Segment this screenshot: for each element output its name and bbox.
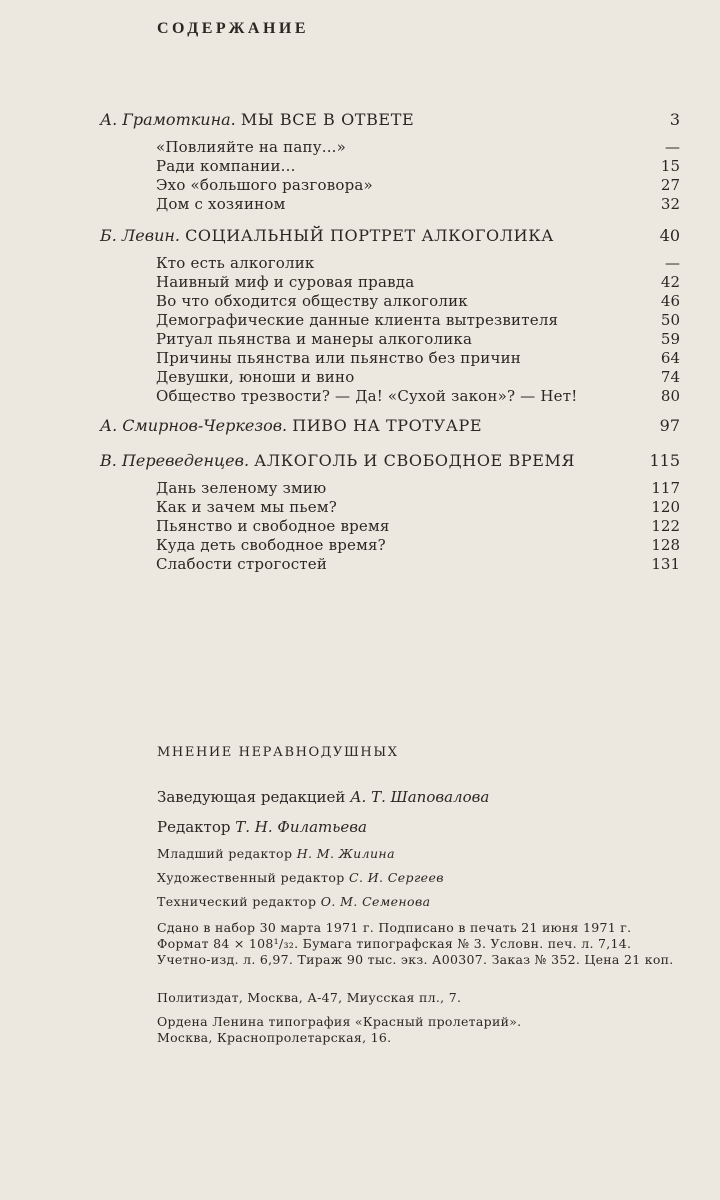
toc-page-number: 120 [651,498,680,516]
toc-heading: ПИВО НА ТРОТУАРЕ [292,416,483,435]
toc-item-title: Общество трезвости? — Да! «Сухой закон»? — Нет! [156,387,578,405]
toc-page-number: — [665,138,680,156]
toc-heading: СОЦИАЛЬНЫЙ ПОРТРЕТ АЛКОГОЛИКА [185,226,554,245]
credit-role: Технический редактор [157,894,317,909]
toc-heading: МЫ ВСЕ В ОТВЕТЕ [240,110,415,129]
toc-page-number: 59 [660,330,680,348]
credit-role: Художественный редактор [157,870,345,885]
toc-page-number: 15 [660,157,680,175]
toc-section-title [100,416,482,435]
toc-author: А. Грамоткина. [100,110,236,129]
toc-section [0,110,720,130]
toc-item-title: Ритуал пьянства и манеры алкоголика [156,330,473,348]
toc-page-number: 97 [659,416,680,435]
toc-page-number: 50 [660,311,680,329]
toc-page-number: 131 [651,555,680,573]
toc-section-title [100,226,554,245]
toc-author: В. Переведенцев. [100,451,250,470]
toc-item [0,555,720,575]
toc-item-title: Наивный миф и суровая правда [156,273,415,291]
toc-page-number: 32 [660,195,680,213]
credit-name: О. М. Семенова [320,894,431,909]
toc-item-title: Куда деть свободное время? [156,536,386,554]
toc-page-number: 128 [651,536,680,554]
toc-item [0,479,720,499]
toc-section-title [100,110,414,129]
publisher-address: Политиздат, Москва, А-47, Миусская пл., 7. [157,990,462,1005]
credit-editor [157,818,367,836]
toc-author: А. Смирнов-Черкезов. [100,416,288,435]
toc-item [0,292,720,312]
toc-heading: АЛКОГОЛЬ И СВОБОДНОЕ ВРЕМЯ [254,451,576,470]
toc-page-number: 42 [660,273,680,291]
toc-item [0,498,720,518]
toc-page-number: 122 [651,517,680,535]
toc-item-title: Эхо «большого разговора» [156,176,373,194]
toc-section-title [100,451,575,470]
toc-item [0,176,720,196]
toc-item-title: Слабости строгостей [156,555,328,573]
printer-name: Ордена Ленина типография «Красный пролетарий». [157,1014,522,1029]
toc-item [0,517,720,537]
toc-page-number: 40 [659,226,680,245]
credit-role: Заведующая редакцией [157,788,346,806]
toc-page-number: — [665,254,680,272]
credit-junior-editor [157,846,395,861]
toc-item-title: Пьянство и свободное время [156,517,390,535]
toc-item-title: Ради компании... [156,157,296,175]
toc-item [0,195,720,215]
printer-address: Москва, Краснопролетарская, 16. [157,1030,392,1045]
toc-item-title: Во что обходится обществу алкоголик [156,292,468,310]
toc-item-title: Дань зеленому змию [156,479,327,497]
toc-item-title: Девушки, юноши и вино [156,368,355,386]
toc-item-title: Кто есть алкоголик [156,254,315,272]
print-info: Сдано в набор 30 марта 1971 г. Подписано в печать 21 июня 1971 г. Формат 84 × 108¹/₃₂. Бумага типографская № 3. Условн. печ. л. 7,14. Учетно-изд. л. 6,97. Тираж 90 тыс. экз. А00307. Заказ № 352. Цена 21 коп. [157,920,674,967]
toc-page-number: 117 [651,479,680,497]
toc-page-number: 27 [660,176,680,194]
credit-art-editor [157,870,444,885]
toc-item [0,254,720,274]
toc-item [0,157,720,177]
credit-name: А. Т. Шаповалова [350,788,490,806]
toc-item-title: Причины пьянства или пьянство без причин [156,349,522,367]
toc-item [0,387,720,407]
toc-item-title: Дом с хозяином [156,195,286,213]
toc-item [0,138,720,158]
toc-page-number: 3 [669,110,680,129]
credit-role: Редактор [157,818,231,836]
toc-author: Б. Левин. [100,226,180,245]
series-title: МНЕНИЕ НЕРАВНОДУШНЫХ [157,745,399,760]
toc-item [0,273,720,293]
toc-item [0,349,720,369]
toc-item [0,330,720,350]
toc-item-title: «Повлияйте на папу...» [156,138,347,156]
toc-item-title: Как и зачем мы пьем? [156,498,337,516]
toc-section [0,451,720,471]
toc-item [0,368,720,388]
credit-role: Младший редактор [157,846,293,861]
toc-section [0,226,720,246]
toc-page-number: 64 [660,349,680,367]
credit-name: Т. Н. Филатьева [235,818,367,836]
credit-technical-editor [157,894,431,909]
credit-name: С. И. Сергеев [349,870,444,885]
toc-item [0,536,720,556]
toc-page-number: 74 [660,368,680,386]
toc-item [0,311,720,331]
toc-page-number: 46 [660,292,680,310]
toc-item-title: Демографические данные клиента вытрезвителя [156,311,559,329]
toc-page-number: 80 [660,387,680,405]
credit-head-editor [157,788,489,806]
toc-section [0,416,720,436]
toc-page-number: 115 [649,451,680,470]
credit-name: Н. М. Жилина [296,846,395,861]
page-title: СОДЕРЖАНИЕ [157,20,310,37]
